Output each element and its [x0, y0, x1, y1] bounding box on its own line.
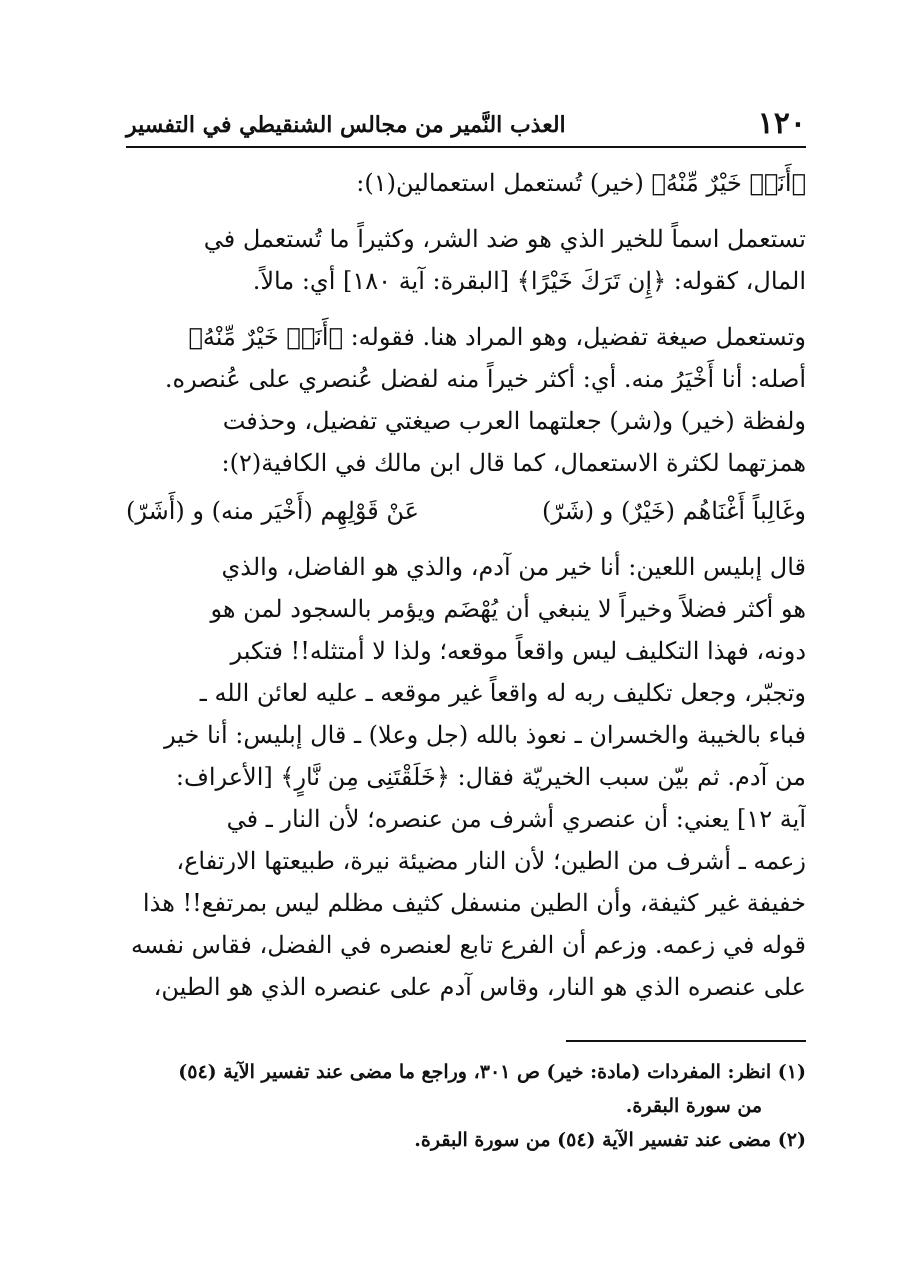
text-line: المال، كقوله: ﴿إِن تَرَكَ خَيْرًا﴾ [البقرة: آية ١٨٠] أي: مالاً. — [252, 267, 806, 295]
text-line: فباء بالخيبة والخسران ـ نعوذ بالله (جل وعلا) ـ قال إبليس: أنا خير — [164, 721, 806, 749]
text-line: دونه، فهذا التكليف ليس واقعاً موقعه؛ ولذا لا أمتثله!! فتكبر — [230, 637, 806, 665]
text-line: على عنصره الذي هو النار، وقاس آدم على عنصره الذي هو الطين، — [153, 973, 806, 1001]
book-title: العذب النَّمير من مجالس الشنقيطي في التفسير — [126, 112, 566, 138]
text-line: قوله في زعمه. وزعم أن الفرع تابع لعنصره في الفضل، فقاس نفسه — [130, 931, 806, 959]
poem-hemistich-2: عَنْ قَوْلِهِم (أَخْيَر منه) و (أَشَرّ) — [126, 497, 419, 525]
footnote-1: (١) انظر: المفردات (مادة: خير) ص ٣٠١، وراجع ما مضى عند تفسير الآية (٥٤) — [178, 1061, 806, 1083]
text-line: ولفظة (خير) و(شر) جعلتهما العرب صيغتي تفضيل، وحذفت — [222, 407, 806, 435]
page-header — [126, 100, 806, 146]
paragraph-1 — [126, 218, 806, 302]
paragraph-2 — [126, 316, 806, 484]
text-line: وتجبّر، وجعل تكليف ربه له واقعاً غير موقعه ـ عليه لعائن الله ـ — [199, 679, 806, 707]
main-text — [126, 162, 806, 1008]
text-line: من آدم. ثم بيّن سبب الخيريّة فقال: ﴿خَلَقْتَنِى مِن نَّارٍ﴾ [الأعراف: — [175, 763, 806, 791]
header-divider — [126, 146, 806, 148]
footnotes — [126, 1055, 806, 1157]
page-number: ١٢٠ — [757, 106, 806, 141]
poem-verse — [126, 490, 806, 532]
text-line: أصله: أنا أَخْيَرُ منه. أي: أكثر خيراً منه لفضل عُنصري على عُنصره. — [164, 365, 806, 393]
poem-hemistich-1: وغَالِباً أَغْنَاهُم (خَيْرٌ) و (شَرّ) — [542, 497, 806, 525]
text-line: وتستعمل صيغة تفضيل، وهو المراد هنا. فقوله: ﴿أَنَا۠ خَيْرٌ مِّنْهُ﴾ — [188, 323, 806, 351]
section-heading: ﴿أَنَا۠ خَيْرٌ مِّنْهُ﴾ (خير) تُستعمل استعمالين(١): — [356, 169, 806, 197]
text-line: هو أكثر فضلاً وخيراً لا ينبغي أن يُهْضَم ويؤمر بالسجود لمن هو — [210, 595, 806, 623]
footnote-divider — [566, 1040, 806, 1042]
text-line: آية ١٢] يعني: أن عنصري أشرف من عنصره؛ لأن النار ـ في — [226, 805, 806, 833]
text-line: قال إبليس اللعين: أنا خير من آدم، والذي هو الفاضل، والذي — [221, 553, 806, 581]
footnote-1-continuation: من سورة البقرة. — [625, 1095, 762, 1117]
text-line: همزتهما لكثرة الاستعمال، كما قال ابن مالك في الكافية(٢): — [221, 449, 806, 477]
text-line: خفيفة غير كثيفة، وأن الطين منسفل كثيف مظلم ليس بمرتفع!! هذا — [142, 889, 806, 917]
text-line: زعمه ـ أشرف من الطين؛ لأن النار مضيئة نيرة، طبيعتها الارتفاع، — [176, 847, 806, 875]
footnote-2: (٢) مضى عند تفسير الآية (٥٤) من سورة البقرة. — [414, 1129, 806, 1151]
paragraph-3 — [126, 546, 806, 1008]
text-line: تستعمل اسماً للخير الذي هو ضد الشر، وكثيراً ما تُستعمل في — [203, 225, 806, 253]
